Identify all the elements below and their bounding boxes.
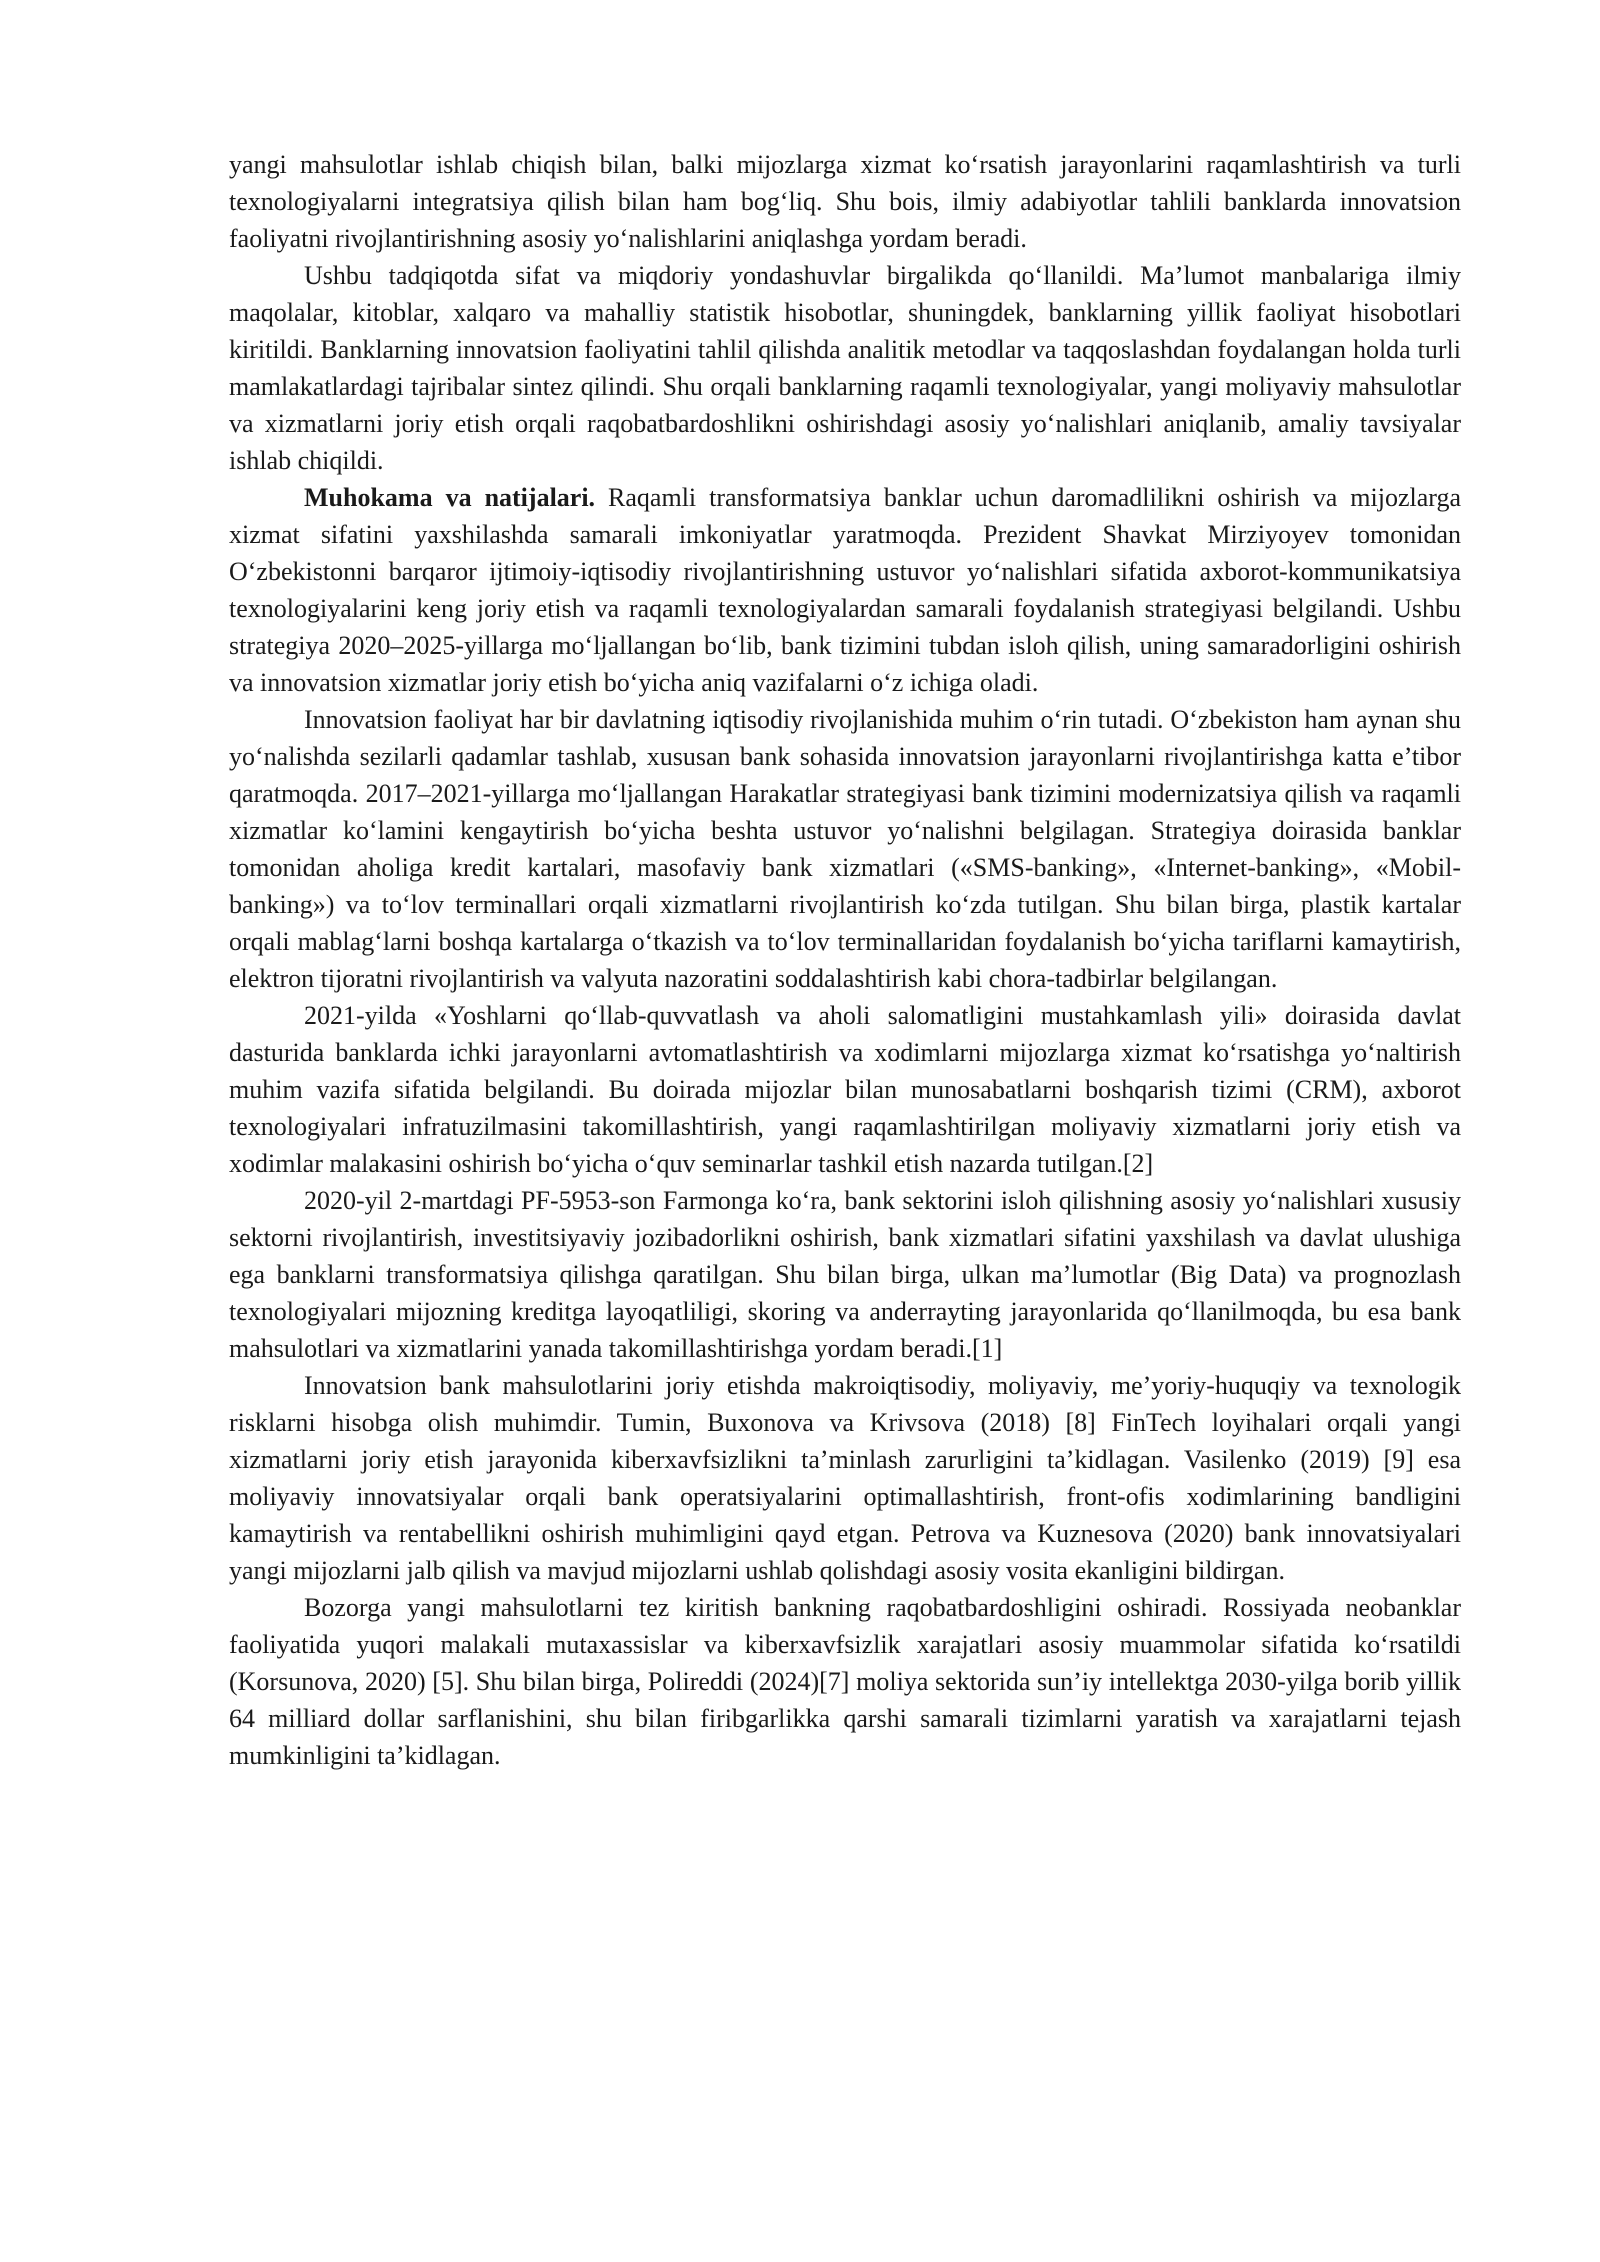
paragraph-intro-continuation (229, 146, 1461, 257)
paragraph-text: 2020-yil 2-martdagi PF-5953-son Farmonga ko‘ra, bank sektorini isloh qilishning asosiy yo‘nalishlari xususiy sektorni rivojlantirish, investitsiyaviy jozibadorlikni oshirish, bank xizmatlari sifatini yaxshilash va davlat ulushiga ega banklarni transformatsiya qilishga qaratilgan. Shu bilan birga, ulkan ma’lumotlar (Big Data) va prognozlash texnologiyalari mijozning kreditga layoqatliligi, skoring va anderrayting jarayonlarida qo‘llanilmoqda, bu esa bank mahsulotlari va xizmatlarini yanada takomillashtirishga yordam beradi.[1] (229, 1186, 1461, 1363)
paragraph-text: Ushbu tadqiqotda sifat va miqdoriy yondashuvlar birgalikda qo‘llanildi. Ma’lumot manbalariga ilmiy maqolalar, kitoblar, xalqaro va mahalliy statistik hisobotlar, shuningdek, banklarning yillik faoliyat hisobotlari kiritildi. Banklarning innovatsion faoliyatini tahlil qilishda analitik metodlar va taqqoslashdan foydalangan holda turli mamlakatlardagi tajribalar sintez qilindi. Shu orqali banklarning raqamli texnologiyalar, yangi moliyaviy mahsulotlar va xizmatlarni joriy etish orqali raqobatbardoshlikni oshirishdagi asosiy yo‘nalishlari aniqlanib, amaliy tavsiyalar ishlab chiqildi. (229, 261, 1461, 475)
paragraph-text: Raqamli transformatsiya banklar uchun daromadlilikni oshirish va mijozlarga xizmat sifatini yaxshilashda samarali imkoniyatlar yaratmoqda. Prezident Shavkat Mirziyoyev tomonidan O‘zbekistonni barqaror ijtimoiy-iqtisodiy rivojlantirishning ustuvor yo‘nalishlari sifatida axborot-kommunikatsiya texnologiyalarini keng joriy etish va raqamli texnologiyalardan samarali foydalanish strategiyasi belgilandi. Ushbu strategiya 2020–2025-yillarga mo‘ljallangan bo‘lib, bank tizimini tubdan isloh qilish, uning samaradorligini oshirish va innovatsion xizmatlar joriy etish bo‘yicha aniq vazifalarni o‘z ichiga oladi. (229, 483, 1461, 697)
document-page (229, 146, 1461, 1774)
paragraph-decree (229, 1182, 1461, 1367)
section-heading: Muhokama va natijalari. (304, 483, 596, 512)
paragraph-risks (229, 1367, 1461, 1589)
paragraph-text: 2021-yilda «Yoshlarni qo‘llab-quvvatlash va aholi salomatligini mustahkamlash yili» doirasida davlat dasturida banklarda ichki jarayonlarni avtomatlashtirish va xodimlarni mijozlarga xizmat ko‘rsatishga yo‘naltirish muhim vazifa sifatida belgilandi. Bu doirada mijozlar bilan munosabatlarni boshqarish tizimi (CRM), axborot texnologiyalari infratuzilmasini takomillashtirish, yangi raqamlashtirilgan moliyaviy xizmatlarni joriy etish va xodimlar malakasini oshirish bo‘yicha o‘quv seminarlar tashkil etish nazarda tutilgan.[2] (229, 1001, 1461, 1178)
paragraph-text: Innovatsion faoliyat har bir davlatning iqtisodiy rivojlanishida muhim o‘rin tutadi. O‘zbekiston ham aynan shu yo‘nalishda sezilarli qadamlar tashlab, xususan bank sohasida innovatsion jarayonlarni rivojlantirishga katta e’tibor qaratmoqda. 2017–2021-yillarga mo‘ljallangan Harakatlar strategiyasi bank tizimini modernizatsiya qilish va raqamli xizmatlar ko‘lamini kengaytirish bo‘yicha beshta ustuvor yo‘nalishni belgilagan. Strategiya doirasida banklar tomonidan aholiga kredit kartalari, masofaviy bank xizmatlari («SMS-banking», «Internet-banking», «Mobil-banking») va to‘lov terminallari orqali xizmatlarni rivojlantirish ko‘zda tutilgan. Shu bilan birga, plastik kartalar orqali mablag‘larni boshqa kartalarga o‘tkazish va to‘lov terminallaridan foydalanish bo‘yicha tariflarni kamaytirish, elektron tijoratni rivojlantirish va valyuta nazoratini soddalashtirish kabi chora-tadbirlar belgilangan. (229, 705, 1461, 993)
paragraph-market (229, 1589, 1461, 1774)
paragraph-text: Bozorga yangi mahsulotlarni tez kiritish bankning raqobatbardoshligini oshiradi. Rossiyada neobanklar faoliyatida yuqori malakali mutaxassislar va kiberxavfsizlik xarajatlari asosiy muammolar sifatida ko‘rsatildi (Korsunova, 2020) [5]. Shu bilan birga, Polireddi (2024)[7] moliya sektorida sun’iy intellektga 2030-yilga borib yillik 64 milliard dollar sarflanishini, shu bilan firibgarlikka qarshi samarali tizimlarni yaratish va xarajatlarni tejash mumkinligini ta’kidlagan. (229, 1593, 1461, 1770)
paragraph-methodology (229, 257, 1461, 479)
paragraph-text: yangi mahsulotlar ishlab chiqish bilan, balki mijozlarga xizmat ko‘rsatish jarayonlarini raqamlashtirish va turli texnologiyalarni integratsiya qilish bilan ham bog‘liq. Shu bois, ilmiy adabiyotlar tahlili banklarda innovatsion faoliyatni rivojlantirishning asosiy yo‘nalishlarini aniqlashga yordam beradi. (229, 150, 1461, 253)
paragraph-2021-program (229, 997, 1461, 1182)
paragraph-discussion (229, 479, 1461, 701)
paragraph-innovation-activity (229, 701, 1461, 997)
paragraph-text: Innovatsion bank mahsulotlarini joriy etishda makroiqtisodiy, moliyaviy, me’yoriy-huquqiy va texnologik risklarni hisobga olish muhimdir. Tumin, Buxonova va Krivsova (2018) [8] FinTech loyihalari orqali yangi xizmatlarni joriy etish jarayonida kiberxavfsizlikni ta’minlash zarurligini ta’kidlagan. Vasilenko (2019) [9] esa moliyaviy innovatsiyalar orqali bank operatsiyalarini optimallashtirish, front-ofis xodimlarining bandligini kamaytirish va rentabellikni oshirish muhimligini qayd etgan. Petrova va Kuznesova (2020) bank innovatsiyalari yangi mijozlarni jalb qilish va mavjud mijozlarni ushlab qolishdagi asosiy vosita ekanligini bildirgan. (229, 1371, 1461, 1585)
